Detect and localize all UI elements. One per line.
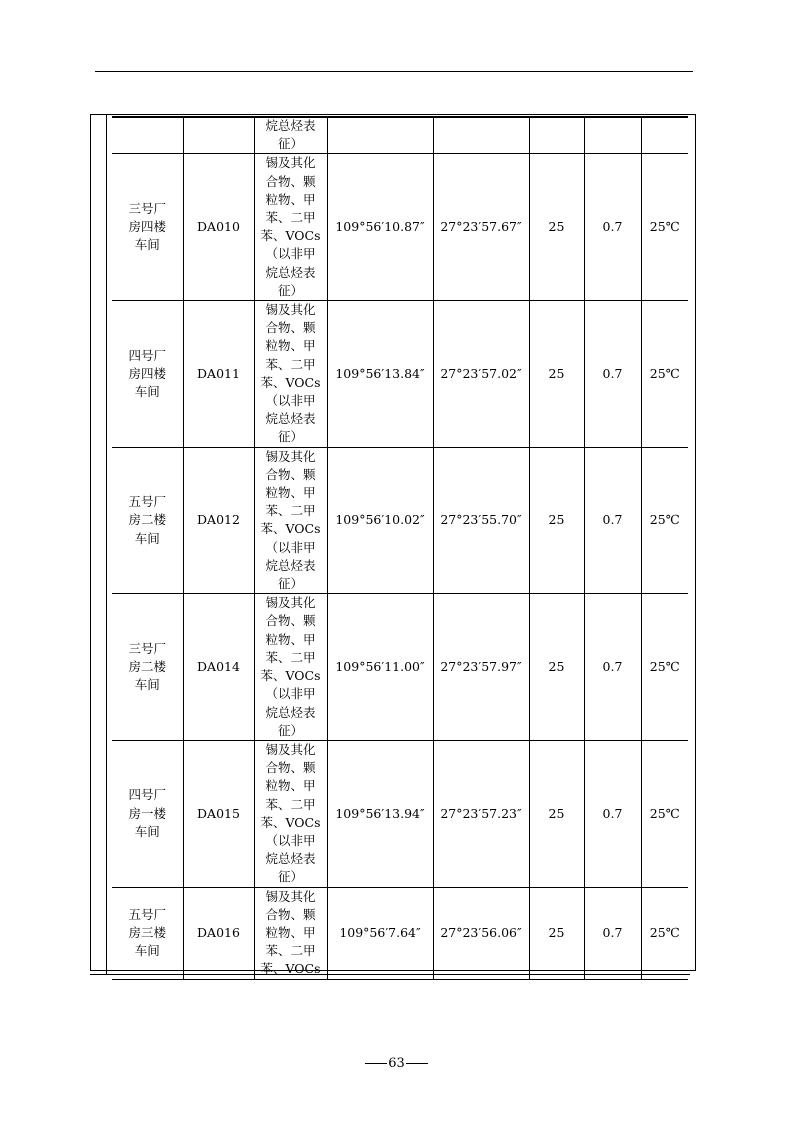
longitude-cell bbox=[327, 594, 433, 741]
longitude-cell bbox=[327, 301, 433, 448]
exhaust-temperature-cell bbox=[641, 740, 688, 887]
latitude-cell-text: 27°23′57.97″ bbox=[440, 658, 522, 674]
pollutant-cell-text: 锡及其化 合物、颗 粒物、甲 苯、二甲 苯、VOCs （以非甲 烷总烃表 征） bbox=[260, 595, 321, 738]
exhaust-temperature-cell-text: 25℃ bbox=[649, 512, 680, 528]
stack-diameter-cell bbox=[584, 447, 641, 594]
longitude-cell bbox=[327, 117, 433, 154]
table-row bbox=[112, 301, 688, 448]
exhaust-temperature-cell-text: 25℃ bbox=[649, 219, 680, 235]
stack-height-cell bbox=[529, 301, 584, 448]
stack-diameter-cell bbox=[584, 594, 641, 741]
location-cell bbox=[112, 301, 183, 448]
outlet-code-cell-text: DA010 bbox=[197, 219, 240, 235]
pollutant-cell-text: 锡及其化 合物、颗 粒物、甲 苯、二甲 苯、VOCs bbox=[260, 888, 321, 977]
stack-height-cell bbox=[529, 887, 584, 979]
outlet-code-cell bbox=[183, 740, 254, 887]
pollutant-cell bbox=[254, 117, 327, 154]
outlet-code-cell bbox=[183, 301, 254, 448]
stack-height-cell bbox=[529, 154, 584, 301]
longitude-cell bbox=[327, 887, 433, 979]
stack-height-cell bbox=[529, 740, 584, 887]
latitude-cell bbox=[433, 887, 529, 979]
outlet-code-cell bbox=[183, 887, 254, 979]
exhaust-temperature-cell-text: 25℃ bbox=[649, 365, 680, 381]
stack-height-cell-text: 25 bbox=[548, 805, 565, 821]
longitude-cell bbox=[327, 447, 433, 594]
latitude-cell bbox=[433, 154, 529, 301]
stack-diameter-cell-text: 0.7 bbox=[602, 219, 623, 235]
exhaust-temperature-cell bbox=[641, 301, 688, 448]
stack-height-cell-text: 25 bbox=[548, 219, 565, 235]
exhaust-temperature-cell bbox=[641, 117, 688, 154]
exhaust-temperature-cell-text: 25℃ bbox=[649, 805, 680, 821]
outlet-code-cell bbox=[183, 154, 254, 301]
location-cell bbox=[112, 887, 183, 979]
pollutant-cell-text: 锡及其化 合物、颗 粒物、甲 苯、二甲 苯、VOCs （以非甲 烷总烃表 征） bbox=[260, 448, 321, 592]
longitude-cell bbox=[327, 154, 433, 301]
longitude-cell-text: 109°56′11.00″ bbox=[335, 658, 425, 674]
table-row bbox=[112, 117, 688, 154]
pollutant-cell bbox=[254, 887, 327, 979]
stack-diameter-cell-text: 0.7 bbox=[602, 658, 623, 674]
latitude-cell-text: 27°23′57.67″ bbox=[440, 219, 522, 235]
stack-height-cell bbox=[529, 594, 584, 741]
stack-height-cell bbox=[529, 117, 584, 154]
exhaust-temperature-cell bbox=[641, 887, 688, 979]
pollutant-cell bbox=[254, 301, 327, 448]
stack-height-cell bbox=[529, 447, 584, 594]
latitude-cell bbox=[433, 301, 529, 448]
location-cell bbox=[112, 117, 183, 154]
page-footer bbox=[0, 1056, 793, 1071]
pollutant-cell bbox=[254, 594, 327, 741]
longitude-cell-text: 109°56′13.94″ bbox=[335, 805, 425, 821]
location-cell-text: 五号厂 房三楼 车间 bbox=[128, 906, 166, 959]
stack-diameter-cell-text: 0.7 bbox=[602, 805, 623, 821]
bottom-rule bbox=[90, 974, 690, 975]
longitude-cell-text: 109°56′10.87″ bbox=[335, 219, 425, 235]
stack-diameter-cell-text: 0.7 bbox=[602, 924, 623, 940]
footer-dash-left bbox=[365, 1063, 387, 1064]
outlet-code-cell bbox=[183, 447, 254, 594]
location-cell-text: 四号厂 房四楼 车间 bbox=[128, 347, 166, 399]
exhaust-temperature-cell bbox=[641, 447, 688, 594]
table-row bbox=[112, 154, 688, 301]
location-cell-text: 五号厂 房二楼 车间 bbox=[128, 494, 166, 546]
footer-dash-right bbox=[406, 1063, 428, 1064]
longitude-cell-text: 109°56′13.84″ bbox=[335, 365, 425, 381]
latitude-cell bbox=[433, 117, 529, 154]
outlet-code-cell-text: DA012 bbox=[197, 512, 240, 528]
table-row bbox=[112, 887, 688, 979]
table-row bbox=[112, 740, 688, 887]
outlet-code-cell-text: DA015 bbox=[197, 805, 240, 821]
stack-height-cell-text: 25 bbox=[548, 512, 565, 528]
longitude-cell bbox=[327, 740, 433, 887]
longitude-cell-text: 109°56′7.64″ bbox=[339, 924, 421, 940]
stack-diameter-cell bbox=[584, 740, 641, 887]
pollutant-cell bbox=[254, 154, 327, 301]
location-cell bbox=[112, 594, 183, 741]
stack-height-cell-text: 25 bbox=[548, 924, 565, 940]
location-cell bbox=[112, 154, 183, 301]
location-cell-text: 三号厂 房四楼 车间 bbox=[128, 200, 166, 253]
latitude-cell bbox=[433, 594, 529, 741]
pollutant-cell-text: 烷总烃表 征） bbox=[265, 118, 316, 152]
location-cell-text: 四号厂 房一楼 车间 bbox=[128, 787, 166, 839]
pollutant-cell-text: 锡及其化 合物、颗 粒物、甲 苯、二甲 苯、VOCs （以非甲 烷总烃表 征） bbox=[260, 741, 321, 885]
exhaust-temperature-cell bbox=[641, 154, 688, 301]
table-row bbox=[112, 594, 688, 741]
location-cell bbox=[112, 447, 183, 594]
page-number: 63 bbox=[388, 1056, 405, 1071]
table-body bbox=[112, 117, 688, 979]
emission-outlet-table bbox=[112, 117, 688, 980]
latitude-cell bbox=[433, 447, 529, 594]
pollutant-cell-text: 锡及其化 合物、颗 粒物、甲 苯、二甲 苯、VOCs （以非甲 烷总烃表 征） bbox=[260, 302, 321, 445]
stack-height-cell-text: 25 bbox=[548, 658, 565, 674]
location-cell-text: 三号厂 房二楼 车间 bbox=[128, 640, 166, 693]
location-cell bbox=[112, 740, 183, 887]
latitude-cell bbox=[433, 740, 529, 887]
latitude-cell-text: 27°23′56.06″ bbox=[440, 924, 522, 940]
exhaust-temperature-cell bbox=[641, 594, 688, 741]
latitude-cell-text: 27°23′57.02″ bbox=[440, 365, 522, 381]
header-rule bbox=[95, 71, 693, 72]
stack-diameter-cell-text: 0.7 bbox=[602, 512, 623, 528]
pollutant-cell bbox=[254, 740, 327, 887]
outlet-code-cell bbox=[183, 117, 254, 154]
latitude-cell-text: 27°23′57.23″ bbox=[440, 805, 522, 821]
stack-height-cell-text: 25 bbox=[548, 365, 565, 381]
left-margin-rule bbox=[106, 114, 107, 975]
outlet-code-cell bbox=[183, 594, 254, 741]
exhaust-temperature-cell-text: 25℃ bbox=[649, 924, 680, 940]
stack-diameter-cell bbox=[584, 154, 641, 301]
stack-diameter-cell bbox=[584, 301, 641, 448]
table-row bbox=[112, 447, 688, 594]
outlet-code-cell-text: DA011 bbox=[197, 365, 240, 381]
longitude-cell-text: 109°56′10.02″ bbox=[335, 512, 425, 528]
stack-diameter-cell bbox=[584, 887, 641, 979]
exhaust-temperature-cell-text: 25℃ bbox=[649, 658, 680, 674]
latitude-cell-text: 27°23′55.70″ bbox=[440, 512, 522, 528]
stack-diameter-cell bbox=[584, 117, 641, 154]
pollutant-cell-text: 锡及其化 合物、颗 粒物、甲 苯、二甲 苯、VOCs （以非甲 烷总烃表 征） bbox=[260, 155, 321, 298]
outlet-code-cell-text: DA016 bbox=[197, 924, 240, 940]
pollutant-cell bbox=[254, 447, 327, 594]
stack-diameter-cell-text: 0.7 bbox=[602, 365, 623, 381]
outlet-code-cell-text: DA014 bbox=[197, 658, 240, 674]
